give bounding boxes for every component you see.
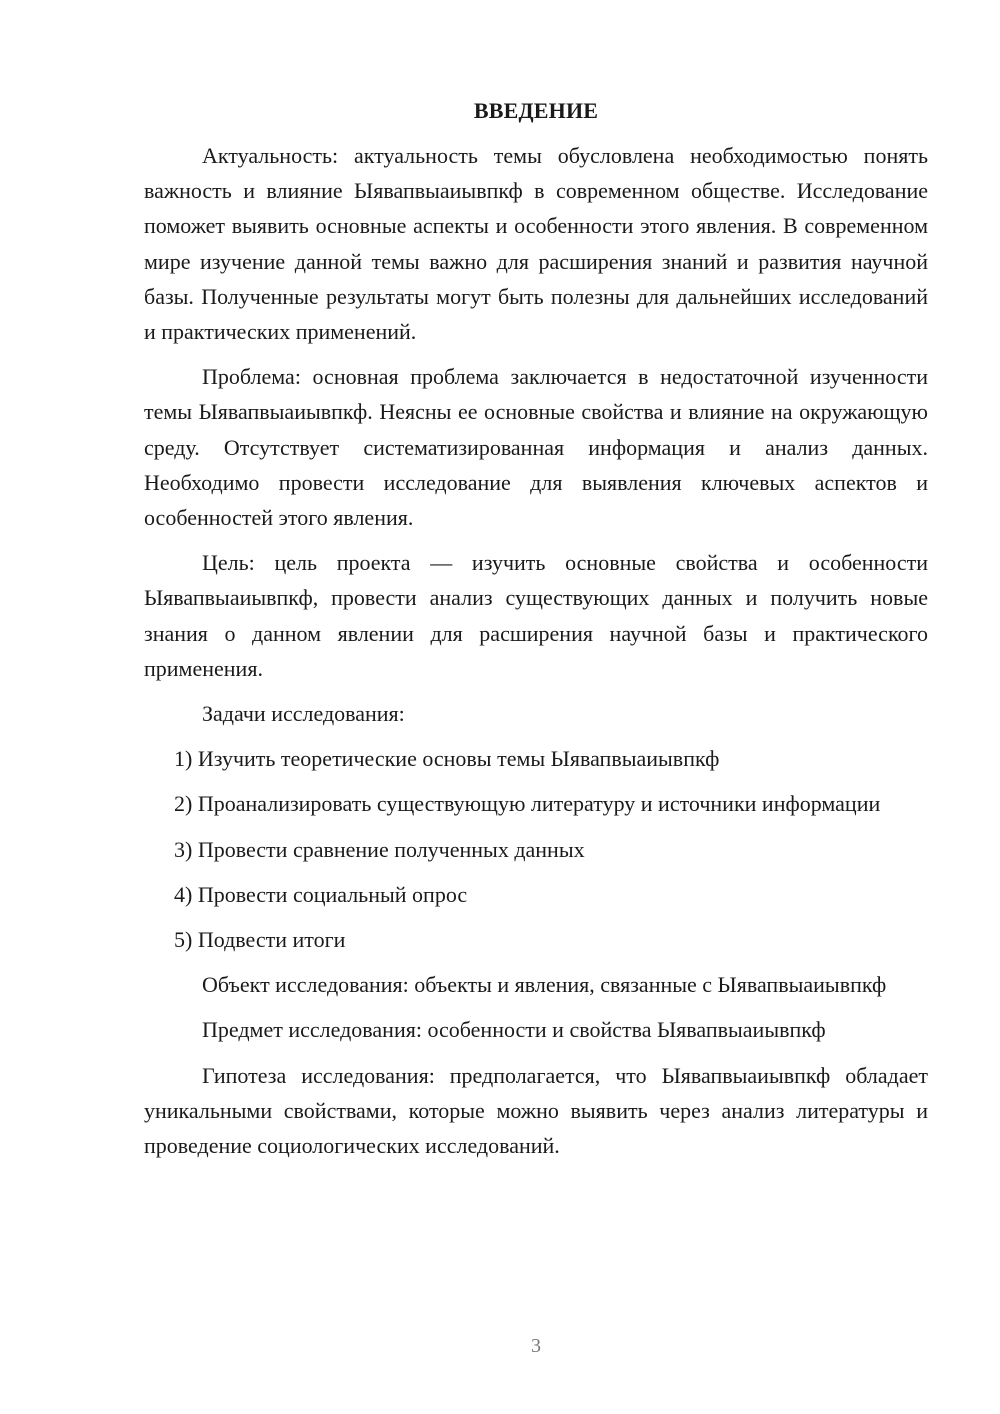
paragraph-goal: Цель: цель проекта — изучить основные свойства и особенности Ыявапвыаиывпкф, провести анализ существующих данных и получить новые знания о данном явлении для расширения научной базы и практического применения. (144, 550, 928, 681)
page-title: ВВЕДЕНИЕ (473, 98, 599, 123)
paragraph-subject: Предмет исследования: особенности и свойства Ыявапвыаиывпкф (202, 1017, 826, 1043)
task-item: 5) Подвести итоги (174, 927, 346, 953)
task-item: 4) Провести социальный опрос (174, 881, 468, 907)
page-number: 3 (531, 1335, 541, 1357)
task-item: 2) Проанализировать существующую литературу и источники информации (174, 791, 881, 817)
paragraph-problem: Проблема: основная проблема заключается в недостаточной изученности темы Ыявапвыаиывпкф. Неясны ее основные свойства и влияние на окружающую среду. Отсутствует систематизированная информация и анализ данных. Необходимо провести исследование для выявления ключевых аспектов и особенностей этого явления. (144, 364, 928, 531)
task-item: 1) Изучить теоретические основы темы Ыявапвыаиывпкф (174, 746, 720, 772)
page-content (144, 96, 928, 1173)
paragraph-hypothesis: Гипотеза исследования: предполагается, что Ыявапвыаиывпкф обладает уникальными свойствами, которые можно выявить через анализ литературы и проведение социологических исследований. (144, 1062, 928, 1159)
paragraph-object: Объект исследования: объекты и явления, связанные с Ыявапвыаиывпкф (202, 972, 887, 998)
paragraph-relevance: Актуальность: актуальность темы обусловлена необходимостью понять важность и влияние Ыявапвыаиывпкф в современном обществе. Исследование поможет выявить основные аспекты и особенности этого явления. В современном мире изучение данной темы важно для расширения знаний и развития научной базы. Полученные результаты могут быть полезны для дальнейших исследований и практических применений. (144, 143, 928, 345)
tasks-heading: Задачи исследования: (202, 701, 405, 727)
task-item: 3) Провести сравнение полученных данных (174, 836, 585, 862)
